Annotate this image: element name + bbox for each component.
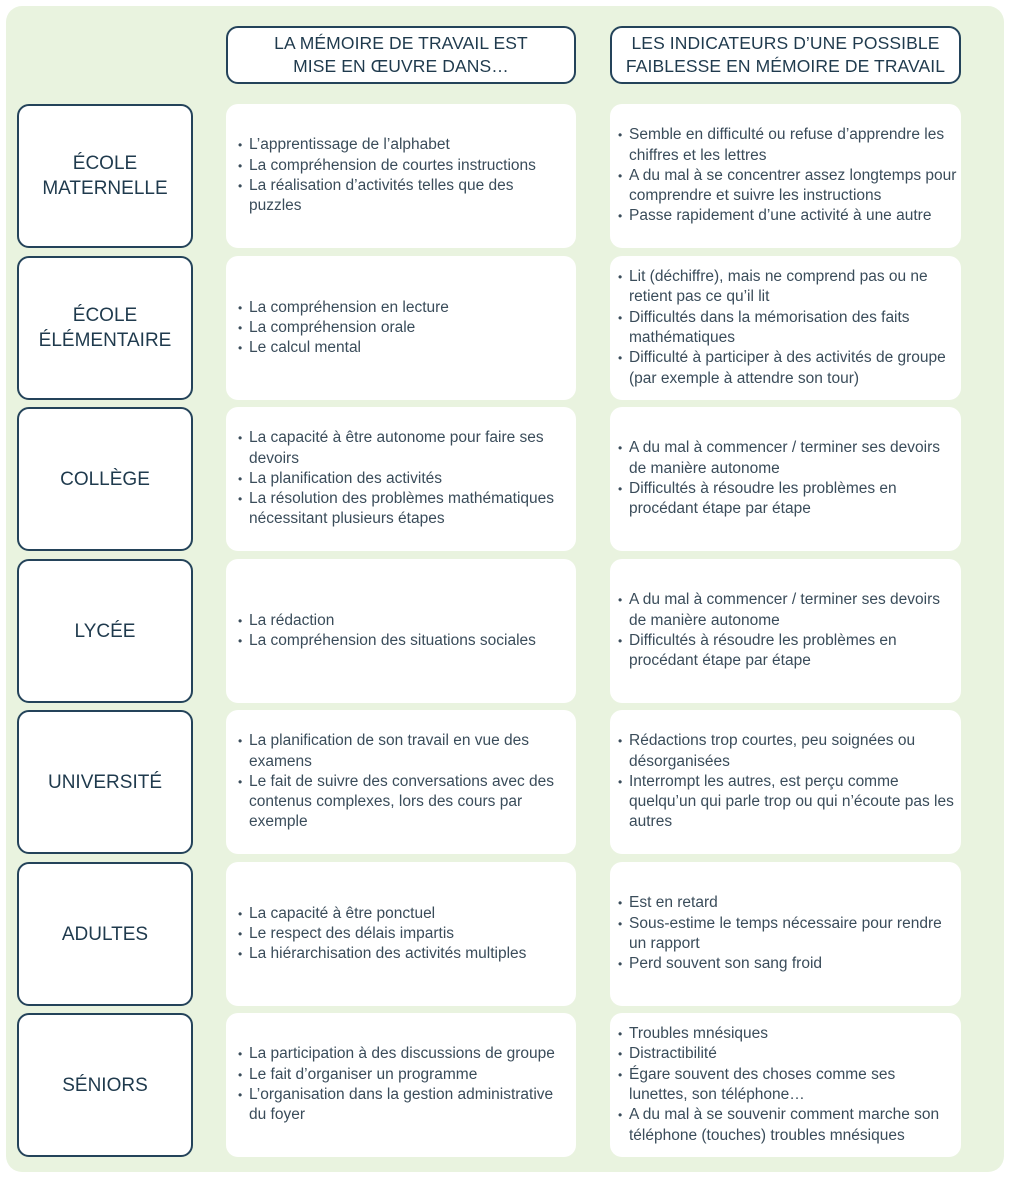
indicator-cell	[610, 256, 961, 400]
list-item: • L’apprentissage de l’alphabet	[238, 135, 568, 155]
list-item: • Le respect des délais impartis	[238, 924, 568, 944]
list-item: • Est en retard	[618, 893, 957, 913]
usage-cell	[226, 256, 576, 400]
bullet-list	[238, 904, 568, 965]
bullet-list	[238, 1044, 568, 1125]
row-label: COLLÈGE	[17, 407, 193, 551]
bullet-list	[618, 590, 957, 671]
list-item: • A du mal à se concentrer assez longtemps pour comprendre et suivre les instructions	[618, 166, 957, 207]
column-header-usage: LA MÉMOIRE DE TRAVAIL EST MISE EN ŒUVRE DANS…	[226, 26, 576, 84]
row-label: LYCÉE	[17, 559, 193, 703]
list-item: • La planification des activités	[238, 469, 568, 489]
indicator-cell	[610, 104, 961, 248]
list-item: • Sous-estime le temps nécessaire pour rendre un rapport	[618, 914, 957, 955]
row-label: ADULTES	[17, 862, 193, 1006]
indicator-cell	[610, 1013, 961, 1157]
list-item: • Semble en difficulté ou refuse d’apprendre les chiffres et les lettres	[618, 125, 957, 166]
list-item: • La compréhension en lecture	[238, 298, 568, 318]
list-item: • Perd souvent son sang froid	[618, 954, 957, 974]
row-label: ÉCOLE ÉLÉMENTAIRE	[17, 256, 193, 400]
list-item: • La participation à des discussions de groupe	[238, 1044, 568, 1064]
list-item: • Troubles mnésiques	[618, 1024, 957, 1044]
indicator-cell	[610, 407, 961, 551]
usage-cell	[226, 407, 576, 551]
list-item: • Lit (déchiffre), mais ne comprend pas ou ne retient pas ce qu’il lit	[618, 267, 957, 308]
usage-cell	[226, 104, 576, 248]
list-item: • Difficultés dans la mémorisation des faits mathématiques	[618, 308, 957, 349]
list-item: • La compréhension des situations sociales	[238, 631, 568, 651]
bullet-list	[618, 125, 957, 226]
bullet-list	[238, 135, 568, 216]
row-label: UNIVERSITÉ	[17, 710, 193, 854]
list-item: • L’organisation dans la gestion administrative du foyer	[238, 1085, 568, 1126]
bullet-list	[618, 731, 957, 832]
usage-cell	[226, 559, 576, 703]
list-item: • Le fait de suivre des conversations avec des contenus complexes, lors des cours par exemple	[238, 772, 568, 833]
list-item: • La réalisation d’activités telles que des puzzles	[238, 176, 568, 217]
list-item: • Le fait d’organiser un programme	[238, 1065, 568, 1085]
list-item: • La planification de son travail en vue des examens	[238, 731, 568, 772]
list-item: • Rédactions trop courtes, peu soignées ou désorganisées	[618, 731, 957, 772]
usage-cell	[226, 710, 576, 854]
list-item: • Difficultés à résoudre les problèmes en procédant étape par étape	[618, 479, 957, 520]
bullet-list	[238, 731, 568, 832]
row-label: ÉCOLE MATERNELLE	[17, 104, 193, 248]
list-item: • Difficulté à participer à des activités de groupe (par exemple à attendre son tour)	[618, 348, 957, 389]
list-item: • Interrompt les autres, est perçu comme quelqu’un qui parle trop ou qui n’écoute pas les autres	[618, 772, 957, 833]
list-item: • A du mal à se souvenir comment marche son téléphone (touches) troubles mnésiques	[618, 1105, 957, 1146]
indicator-cell	[610, 559, 961, 703]
bullet-list	[618, 438, 957, 519]
list-item: • La rédaction	[238, 611, 568, 631]
list-item: • La hiérarchisation des activités multiples	[238, 944, 568, 964]
list-item: • Distractibilité	[618, 1044, 957, 1064]
bullet-list	[618, 1024, 957, 1146]
list-item: • Égare souvent des choses comme ses lunettes, son téléphone…	[618, 1065, 957, 1106]
list-item: • La compréhension orale	[238, 318, 568, 338]
row-label: SÉNIORS	[17, 1013, 193, 1157]
bullet-list	[238, 611, 568, 652]
list-item: • La résolution des problèmes mathématiques nécessitant plusieurs étapes	[238, 489, 568, 530]
bullet-list	[618, 267, 957, 389]
bullet-list	[618, 893, 957, 974]
list-item: • Passe rapidement d’une activité à une autre	[618, 206, 957, 226]
indicator-cell	[610, 710, 961, 854]
list-item: • Difficultés à résoudre les problèmes en procédant étape par étape	[618, 631, 957, 672]
list-item: • A du mal à commencer / terminer ses devoirs de manière autonome	[618, 438, 957, 479]
list-item: • Le calcul mental	[238, 338, 568, 358]
bullet-list	[238, 428, 568, 529]
indicator-cell	[610, 862, 961, 1006]
usage-cell	[226, 862, 576, 1006]
list-item: • La compréhension de courtes instructions	[238, 156, 568, 176]
list-item: • La capacité à être autonome pour faire ses devoirs	[238, 428, 568, 469]
list-item: • A du mal à commencer / terminer ses devoirs de manière autonome	[618, 590, 957, 631]
usage-cell	[226, 1013, 576, 1157]
bullet-list	[238, 298, 568, 359]
column-header-indicators: LES INDICATEURS D’UNE POSSIBLE FAIBLESSE EN MÉMOIRE DE TRAVAIL	[610, 26, 961, 84]
list-item: • La capacité à être ponctuel	[238, 904, 568, 924]
